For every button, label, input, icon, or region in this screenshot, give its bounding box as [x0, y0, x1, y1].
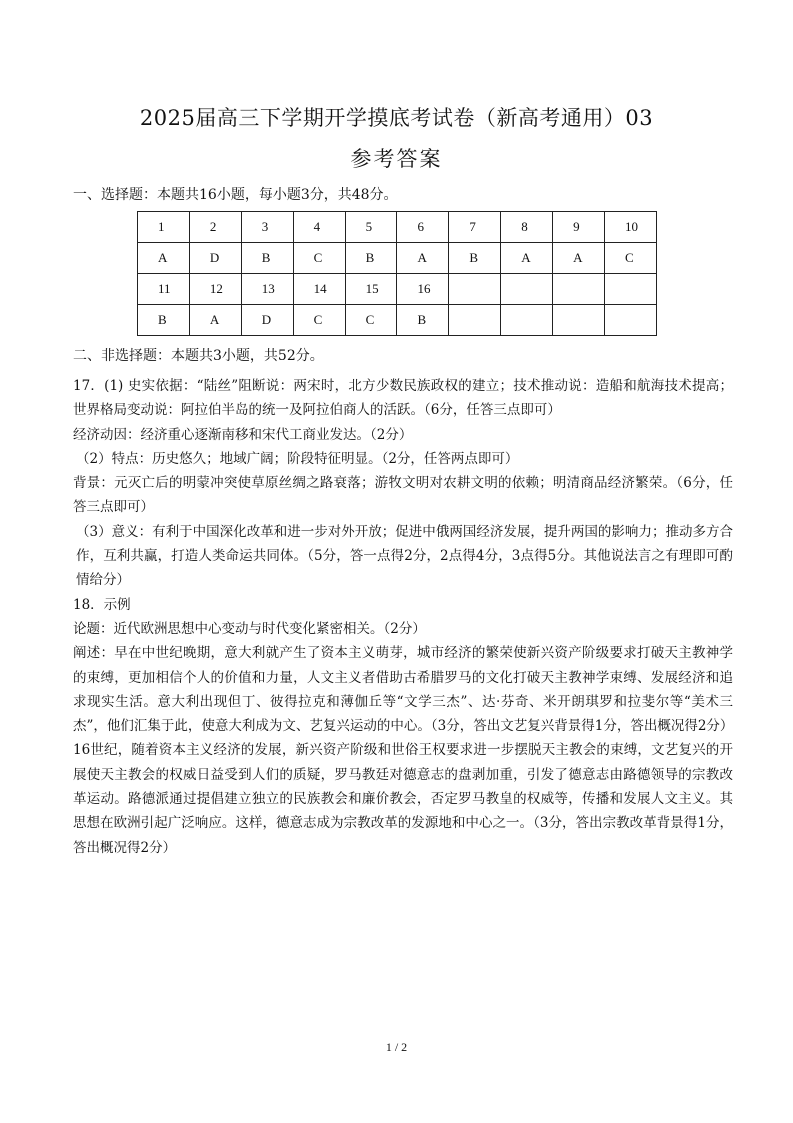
- table-cell: [553, 305, 605, 336]
- paragraph-17-3: （3）意义：有利于中国深化改革和进一步对外开放；促进中俄两国经济发展，提升两国的影响力；推动多方合作，互利共赢，打造人类命运共同体。（5分，答一点得2分，2点得4分，3点得5分。其他说法言之有理即可酌情给分）: [76, 523, 733, 589]
- table-cell: 10: [605, 212, 657, 243]
- table-cell: C: [293, 243, 345, 274]
- paragraph-17-2: （2）特点：历史悠久；地域广阔；阶段特征明显。（2分，任答两点即可）: [76, 450, 519, 467]
- table-cell: [501, 274, 553, 305]
- table-cell: 14: [293, 274, 345, 305]
- table-cell: [449, 305, 501, 336]
- table-cell: A: [397, 243, 449, 274]
- table-row: [138, 212, 657, 243]
- paragraph-18-argument: 阐述：早在中世纪晚期，意大利就产生了资本主义萌芽，城市经济的繁荣使新兴资产阶级要求打破天主教神学的束缚，更加相信个人的价值和力量，人文主义者借助古希腊罗马的文化打破天主教神学束缚、发展经济和追求现实生活。意大利出现但丁、彼得拉克和薄伽丘等“文学三杰”、达·芬奇、米开朗琪罗和拉斐尔等“美术三杰”，他们汇集于此，使意大利成为文、艺复兴运动的中心。（3分，答出文艺复兴背景得1分，答出概况得2分）: [73, 645, 734, 735]
- table-cell: 13: [241, 274, 293, 305]
- paragraph-18-heading: 18．示例: [73, 596, 131, 613]
- table-cell: D: [241, 305, 293, 336]
- table-cell: C: [345, 305, 397, 336]
- table-cell: 15: [345, 274, 397, 305]
- table-cell: [501, 305, 553, 336]
- table-cell: [553, 274, 605, 305]
- table-cell: C: [293, 305, 345, 336]
- section1-heading: 一、选择题：本题共16小题，每小题3分，共48分。: [73, 187, 398, 203]
- section2-heading: 二、非选择题：本题共3小题，共52分。: [73, 348, 324, 364]
- table-row: [138, 305, 657, 336]
- table-cell: A: [501, 243, 553, 274]
- table-cell: 9: [553, 212, 605, 243]
- table-cell: 5: [345, 212, 397, 243]
- table-cell: B: [397, 305, 449, 336]
- page-number: 1 / 2: [385, 1040, 408, 1054]
- table-cell: 6: [397, 212, 449, 243]
- table-cell: B: [449, 243, 501, 274]
- table-cell: 12: [189, 274, 241, 305]
- table-row: [138, 243, 657, 274]
- table-cell: A: [189, 305, 241, 336]
- table-cell: 2: [189, 212, 241, 243]
- table-cell: 4: [293, 212, 345, 243]
- table-cell: D: [189, 243, 241, 274]
- page-subtitle: 参考答案: [350, 147, 443, 171]
- table-cell: B: [138, 305, 190, 336]
- answer-body-text: [73, 374, 733, 860]
- table-cell: B: [241, 243, 293, 274]
- table-cell: A: [138, 243, 190, 274]
- table-cell: [449, 274, 501, 305]
- paragraph-17-econ: 经济动因：经济重心逐渐南移和宋代工商业发达。（2分）: [73, 426, 413, 443]
- table-row: [138, 274, 657, 305]
- table-cell: [605, 305, 657, 336]
- paragraph-17-1: 17．(1) 史实依据：“陆丝”阻断说：两宋时，北方少数民族政权的建立；技术推动说：造船和航海技术提高；世界格局变动说：阿拉伯半岛的统一及阿拉伯商人的活跃。（6分，任答三点即可）: [73, 378, 733, 419]
- table-cell: A: [553, 243, 605, 274]
- table-cell: 8: [501, 212, 553, 243]
- table-cell: [605, 274, 657, 305]
- paragraph-18-reformation: 16世纪，随着资本主义经济的发展，新兴资产阶级和世俗王权要求进一步摆脱天主教会的束缚，文艺复兴的开展使天主教会的权威日益受到人们的质疑，罗马教廷对德意志的盘剥加重，引发了德意志由路德领导的宗教改革运动。路德派通过提倡建立独立的民族教会和廉价教会，否定罗马教皇的权威等，传播和发展人文主义。其思想在欧洲引起广泛响应。这样，德意志成为宗教改革的发源地和中心之一。（3分，答出宗教改革背景得1分，答出概况得2分）: [73, 742, 733, 856]
- table-cell: 3: [241, 212, 293, 243]
- table-cell: B: [345, 243, 397, 274]
- table-cell: 1: [138, 212, 190, 243]
- table-cell: C: [605, 243, 657, 274]
- paragraph-18-thesis: 论题：近代欧洲思想中心变动与时代变化紧密相关。（2分）: [73, 620, 426, 637]
- table-cell: 7: [449, 212, 501, 243]
- paragraph-17-background: 背景：元灭亡后的明蒙冲突使草原丝绸之路衰落；游牧文明对农耕文明的依赖；明清商品经济繁荣。（6分，任答三点即可）: [73, 475, 733, 516]
- table-cell: 11: [138, 274, 190, 305]
- page-title: 2025届高三下学期开学摸底考试卷（新高考通用）03: [139, 106, 654, 130]
- table-cell: 16: [397, 274, 449, 305]
- answer-table: [137, 211, 657, 336]
